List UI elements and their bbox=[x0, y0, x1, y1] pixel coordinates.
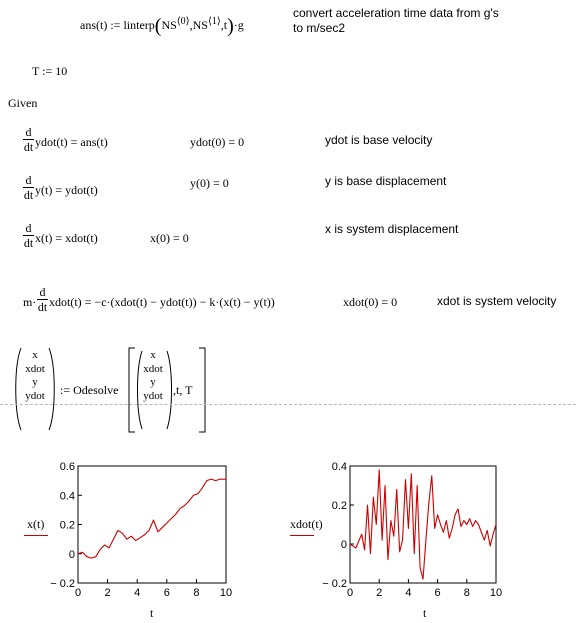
open-paren: ( bbox=[154, 15, 162, 37]
plot-xdot-xtick-label: 6 bbox=[434, 587, 441, 599]
plot-x-xlabel: t bbox=[150, 606, 154, 620]
ans-mult: ·g bbox=[233, 18, 244, 32]
eq2-initial-condition[interactable]: y(0) = 0 bbox=[190, 176, 229, 190]
ans-assign-operator: := bbox=[110, 18, 121, 32]
ans-comment-line2: to m/sec2 bbox=[293, 21, 346, 35]
plot-x-legend-line bbox=[24, 535, 48, 536]
plot-x-xtick-label: 4 bbox=[134, 587, 141, 599]
ans-comment-line1: convert acceleration time data from g's bbox=[293, 6, 499, 20]
plot-xdot-series-line bbox=[350, 470, 496, 579]
eq4-prefix: m· bbox=[23, 295, 37, 309]
plot-xdot-svg bbox=[280, 450, 520, 623]
ans-sup1: ⟨0⟩ bbox=[176, 16, 190, 27]
given-label[interactable]: Given bbox=[8, 96, 38, 110]
plot-xdot-legend-line bbox=[290, 535, 314, 536]
plot-xdot-plot-frame bbox=[350, 466, 496, 583]
plot-xdot-ylabel: xdot(t) bbox=[290, 517, 323, 531]
plot-xdot-xtick-label: 2 bbox=[376, 587, 383, 599]
eq1-body[interactable]: ydot(t) = ans(t) bbox=[35, 135, 108, 149]
arg-vector-x: x bbox=[150, 349, 156, 361]
plot-x-xtick-label: 0 bbox=[74, 587, 82, 599]
eq3-body[interactable]: x(t) = xdot(t) bbox=[35, 231, 98, 245]
plot-x-ylabel: x(t) bbox=[27, 517, 45, 531]
ans-arg1: NS bbox=[161, 18, 177, 32]
plot-xdot-xtick-label: 4 bbox=[405, 587, 412, 599]
eq3-initial-condition[interactable]: x(0) = 0 bbox=[150, 231, 189, 245]
eq1-derivative: d dt bbox=[23, 125, 34, 154]
arg-vector bbox=[136, 349, 170, 403]
plot-xdot-xtick-label: 10 bbox=[489, 587, 503, 599]
plot-x-xtick-label: 2 bbox=[104, 587, 111, 599]
plot-x-xtick-label: 6 bbox=[163, 587, 170, 599]
plot-xdot-ytick-label: 0.2 bbox=[331, 500, 347, 512]
lhs-vector-x: x bbox=[32, 349, 38, 361]
plot-x-ytick-label: 0.6 bbox=[59, 461, 75, 473]
lhs-vector bbox=[18, 349, 52, 403]
eq2-note[interactable]: y is base displacement bbox=[325, 174, 447, 188]
ans-function-name: linterp bbox=[123, 18, 155, 32]
odesolve-tail: ,t, T bbox=[173, 383, 193, 397]
plot-xdot-xtick-label: 0 bbox=[346, 587, 354, 599]
plot-x-ytick-label: 0 bbox=[68, 548, 75, 561]
plot-xdot-xlabel: t bbox=[423, 606, 427, 620]
eq1-initial-condition[interactable]: ydot(0) = 0 bbox=[190, 135, 245, 149]
plot-x-ytick-label: − 0.2 bbox=[50, 578, 75, 590]
plot-xdot-ytick-label: 0 bbox=[340, 539, 347, 551]
lhs-vector-y: y bbox=[32, 376, 38, 388]
eq4-body[interactable]: xdot(t) = −c·(xdot(t) − ydot(t)) − k·(x(t) − y(t)) bbox=[49, 295, 275, 309]
odesolve-assign: := Odesolve bbox=[60, 383, 119, 397]
eq4-initial-condition[interactable]: xdot(0) = 0 bbox=[343, 295, 398, 309]
eq2-body[interactable]: y(t) = ydot(t) bbox=[35, 183, 98, 197]
eq1-note[interactable]: ydot is base velocity bbox=[325, 133, 433, 147]
ans-arg2: NS bbox=[192, 18, 208, 32]
plot-x-plot-frame bbox=[78, 466, 226, 583]
ans-sup2: ⟨1⟩ bbox=[207, 16, 221, 27]
ans-definition[interactable] bbox=[80, 12, 244, 35]
eq2-derivative: d dt bbox=[23, 173, 34, 202]
ans-lhs: ans(t) bbox=[80, 18, 108, 32]
eq4-note[interactable]: xdot is system velocity bbox=[437, 294, 557, 308]
eq3-note[interactable]: x is system displacement bbox=[325, 222, 459, 236]
eq3-derivative: d dt bbox=[23, 221, 34, 250]
arg-vector-y: y bbox=[150, 376, 156, 388]
plot-xdot-ytick-label: 0.4 bbox=[331, 461, 347, 473]
plot-x-svg bbox=[0, 450, 270, 623]
plot-x-xtick-label: 8 bbox=[193, 587, 200, 599]
close-paren: ) bbox=[227, 15, 234, 37]
page-break-line bbox=[0, 404, 576, 405]
lhs-vector-ydot: ydot bbox=[25, 389, 45, 402]
arg-vector-xdot: xdot bbox=[143, 362, 163, 375]
ans-tail: ,t bbox=[220, 18, 228, 32]
T-definition[interactable]: T := 10 bbox=[32, 64, 68, 78]
plot-xdot-ytick-label: − 0.2 bbox=[322, 578, 347, 590]
plot-x-ytick-label: 0.2 bbox=[59, 519, 75, 532]
plot-x-xtick-label: 10 bbox=[219, 587, 233, 599]
arg-vector-ydot: ydot bbox=[143, 389, 163, 402]
lhs-vector-xdot: xdot bbox=[25, 362, 45, 375]
eq4-derivative: d dt bbox=[37, 285, 48, 314]
plot-x-series-line bbox=[78, 479, 226, 558]
plot-x-ytick-label: 0.4 bbox=[59, 490, 75, 503]
ans-comment[interactable] bbox=[293, 6, 499, 36]
ans-comma1: , bbox=[189, 18, 193, 32]
plot-xdot-xtick-label: 8 bbox=[463, 587, 470, 599]
